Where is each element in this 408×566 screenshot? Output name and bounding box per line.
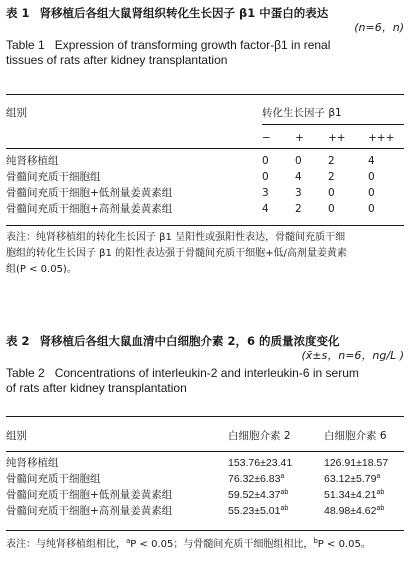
cell-pos3: 0 [368,171,375,183]
cell-pos2: 2 [328,155,335,167]
table1-subheader-rule [262,124,404,125]
cell-il6: 48.98±4.62$^{ab}$ [324,505,385,517]
cell-il2: 153.76±23.41 [228,457,293,469]
row-group: 骨髓间充质干细胞组 [6,473,101,485]
table1-title-en-line1: Expression of transforming growth factor-β1 in renal [54,38,331,52]
cell-neg: 0 [262,155,269,167]
row-group: 纯肾移植组 [6,155,59,167]
table-row [6,185,404,201]
table1-body [6,153,404,217]
table2-header [6,428,404,444]
table1-note-line2: 胞组的转化生长因子 β1 的阳性表达强于骨髓间充质干细胞+低/高剂量姜黄素 [6,248,347,259]
table2-col-group: 组别 [6,430,27,442]
cell-il2: 76.32±6.83$^a$ [228,473,285,485]
table1-note-line1: 表注：纯肾移植组的转化生长因子 β1 呈阳性或强阳性表达，骨髓间充质干细 [6,232,346,243]
table1-caption [6,6,404,68]
row-group: 骨髓间充质干细胞+低剂量姜黄素组 [6,489,173,501]
table1-sub-pos1: + [295,132,304,144]
table2-top-rule [6,416,404,417]
cell-pos1: 0 [295,155,302,167]
table1-number-en: Table 1 [6,38,45,52]
table1-sub-pos3: +++ [368,132,395,144]
table2-title-cn-text: 肾移植后各组大鼠血清中白细胞介素 2，6 的质量浓度变化 [39,334,340,348]
table2-note [6,537,404,553]
table2-note-end: P < 0.05。 [317,539,371,550]
cell-il6: 126.91±18.57 [324,457,389,469]
row-group: 骨髓间充质干细胞组 [6,171,101,183]
table1-note [6,230,404,278]
table1-unit: (n=6，n) [354,21,404,34]
table2-bottom-rule [6,530,404,531]
table-row [6,471,404,487]
table2-unit: (x̄±s，n=6，ng/L ) [301,349,404,362]
table1-title-cn-text: 肾移植后各组大鼠肾组织转化生长因子 β1 中蛋白的表达 [39,6,329,20]
cell-pos1: 4 [295,171,302,183]
table2-col-il2: 白细胞介素 2 [228,430,291,442]
cell-neg: 0 [262,171,269,183]
table1-number-cn: 表 1 [6,6,30,20]
table1-title-en-line2: tissues of rats after kidney transplantation [6,53,228,67]
table2-header-rule [6,451,404,452]
table2-note-sup-b: b [313,537,318,545]
table2-note-mid: P < 0.05；与骨髓间充质干细胞组相比， [130,539,314,550]
table2-title-en-line2: of rats after kidney transplantation [6,381,187,395]
cell-pos3: 4 [368,155,375,167]
cell-pos3: 0 [368,187,375,199]
table2-number-en: Table 2 [6,366,45,380]
table2-caption [6,334,404,396]
table1-subheader [6,130,404,146]
cell-pos1: 2 [295,203,302,215]
table2-title-en-line1: Concentrations of interleukin-2 and interleukin-6 in serum [54,366,359,380]
table-row [6,455,404,471]
table1-top-rule [6,94,404,95]
cell-pos3: 0 [368,203,375,215]
table1-header-rule [6,148,404,149]
table-row [6,169,404,185]
table1-title-cn [6,6,404,20]
cell-neg: 3 [262,187,269,199]
table-row [6,487,404,503]
table1-col-tgf: 转化生长因子 β1 [262,107,342,119]
cell-pos2: 0 [328,187,335,199]
table-row [6,153,404,169]
table1-note-line3: 组(P < 0.05)。 [6,264,77,275]
table2-note-sup-a: a [126,537,131,545]
cell-il6: 51.34±4.21$^{ab}$ [324,489,385,501]
row-group: 骨髓间充质干细胞+高剂量姜黄素组 [6,505,173,517]
table-row [6,503,404,519]
row-group: 骨髓间充质干细胞+高剂量姜黄素组 [6,203,173,215]
cell-il2: 55.23±5.01$^{ab}$ [228,505,289,517]
cell-pos2: 0 [328,203,335,215]
cell-il2: 59.52±4.37$^{ab}$ [228,489,289,501]
table2-note-prefix: 表注：与纯肾移植组相比， [6,539,126,550]
table2-title-en [6,366,404,396]
table-row [6,201,404,217]
cell-neg: 4 [262,203,269,215]
cell-pos1: 3 [295,187,302,199]
table1-header [6,105,404,121]
table1-sub-neg: − [262,132,271,144]
table1-col-group: 组别 [6,107,27,119]
cell-pos2: 2 [328,171,335,183]
table1-sub-pos2: ++ [328,132,346,144]
table2-number-cn: 表 2 [6,334,30,348]
cell-il6: 63.12±5.79$^a$ [324,473,381,485]
table1-title-en [6,38,404,68]
table2-col-il6: 白细胞介素 6 [324,430,387,442]
row-group: 纯肾移植组 [6,457,59,469]
row-group: 骨髓间充质干细胞+低剂量姜黄素组 [6,187,173,199]
table2-body [6,455,404,519]
table1-bottom-rule [6,225,404,226]
table2-title-cn [6,334,404,348]
